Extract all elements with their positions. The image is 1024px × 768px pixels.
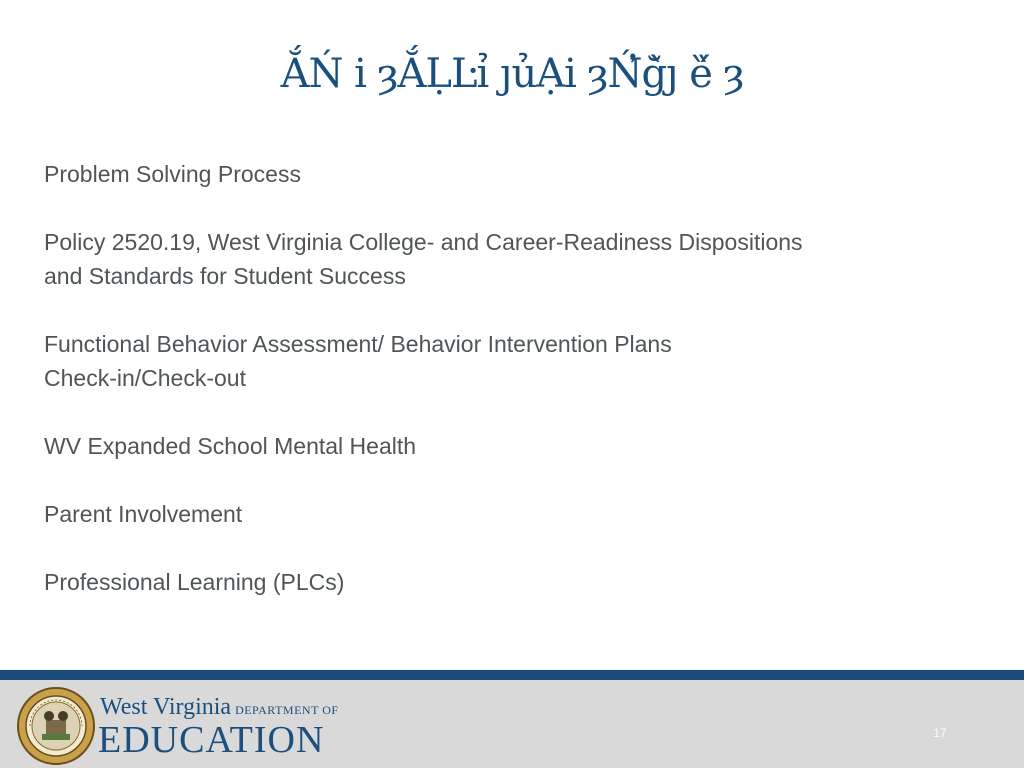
paragraph-line: Functional Behavior Assessment/ Behavior Intervention Plans bbox=[44, 331, 672, 357]
footer-bar bbox=[0, 680, 1024, 768]
bullet-paragraph-mental-health bbox=[44, 429, 984, 463]
logo-wordmark-education: EDUCATION bbox=[98, 719, 325, 761]
logo-wordmark-top bbox=[100, 694, 339, 721]
paragraph-line: Policy 2520.19, West Virginia College- and Career-Readiness Dispositions bbox=[44, 229, 803, 255]
paragraph-line: Professional Learning (PLCs) bbox=[44, 569, 345, 595]
paragraph-line: WV Expanded School Mental Health bbox=[44, 433, 417, 459]
paragraph-line: Parent Involvement bbox=[44, 501, 243, 527]
slide-title: ẮŃ i ȝẮḶĿỉ ȷủẠi ȝŃ̓ğ̀ȷ ȅ́ ȝ bbox=[280, 51, 744, 97]
bullet-paragraph-policy bbox=[44, 225, 984, 293]
paragraph-line: Check-in/Check-out bbox=[44, 365, 246, 391]
state-seal-icon bbox=[16, 686, 96, 766]
slide-body bbox=[44, 157, 984, 633]
paragraph-line: Problem Solving Process bbox=[44, 161, 301, 187]
footer-divider bbox=[0, 670, 1024, 680]
bullet-paragraph-fba bbox=[44, 327, 984, 395]
bullet-paragraph-problem-solving bbox=[44, 157, 984, 191]
bullet-paragraph-parent bbox=[44, 497, 984, 531]
logo-department-label: DEPARTMENT OF bbox=[235, 703, 339, 717]
slide-page-number: 17 bbox=[933, 726, 947, 740]
paragraph-line: and Standards for Student Success bbox=[44, 263, 406, 289]
bullet-paragraph-professional bbox=[44, 565, 984, 599]
logo-state-name: West Virginia bbox=[100, 694, 232, 720]
